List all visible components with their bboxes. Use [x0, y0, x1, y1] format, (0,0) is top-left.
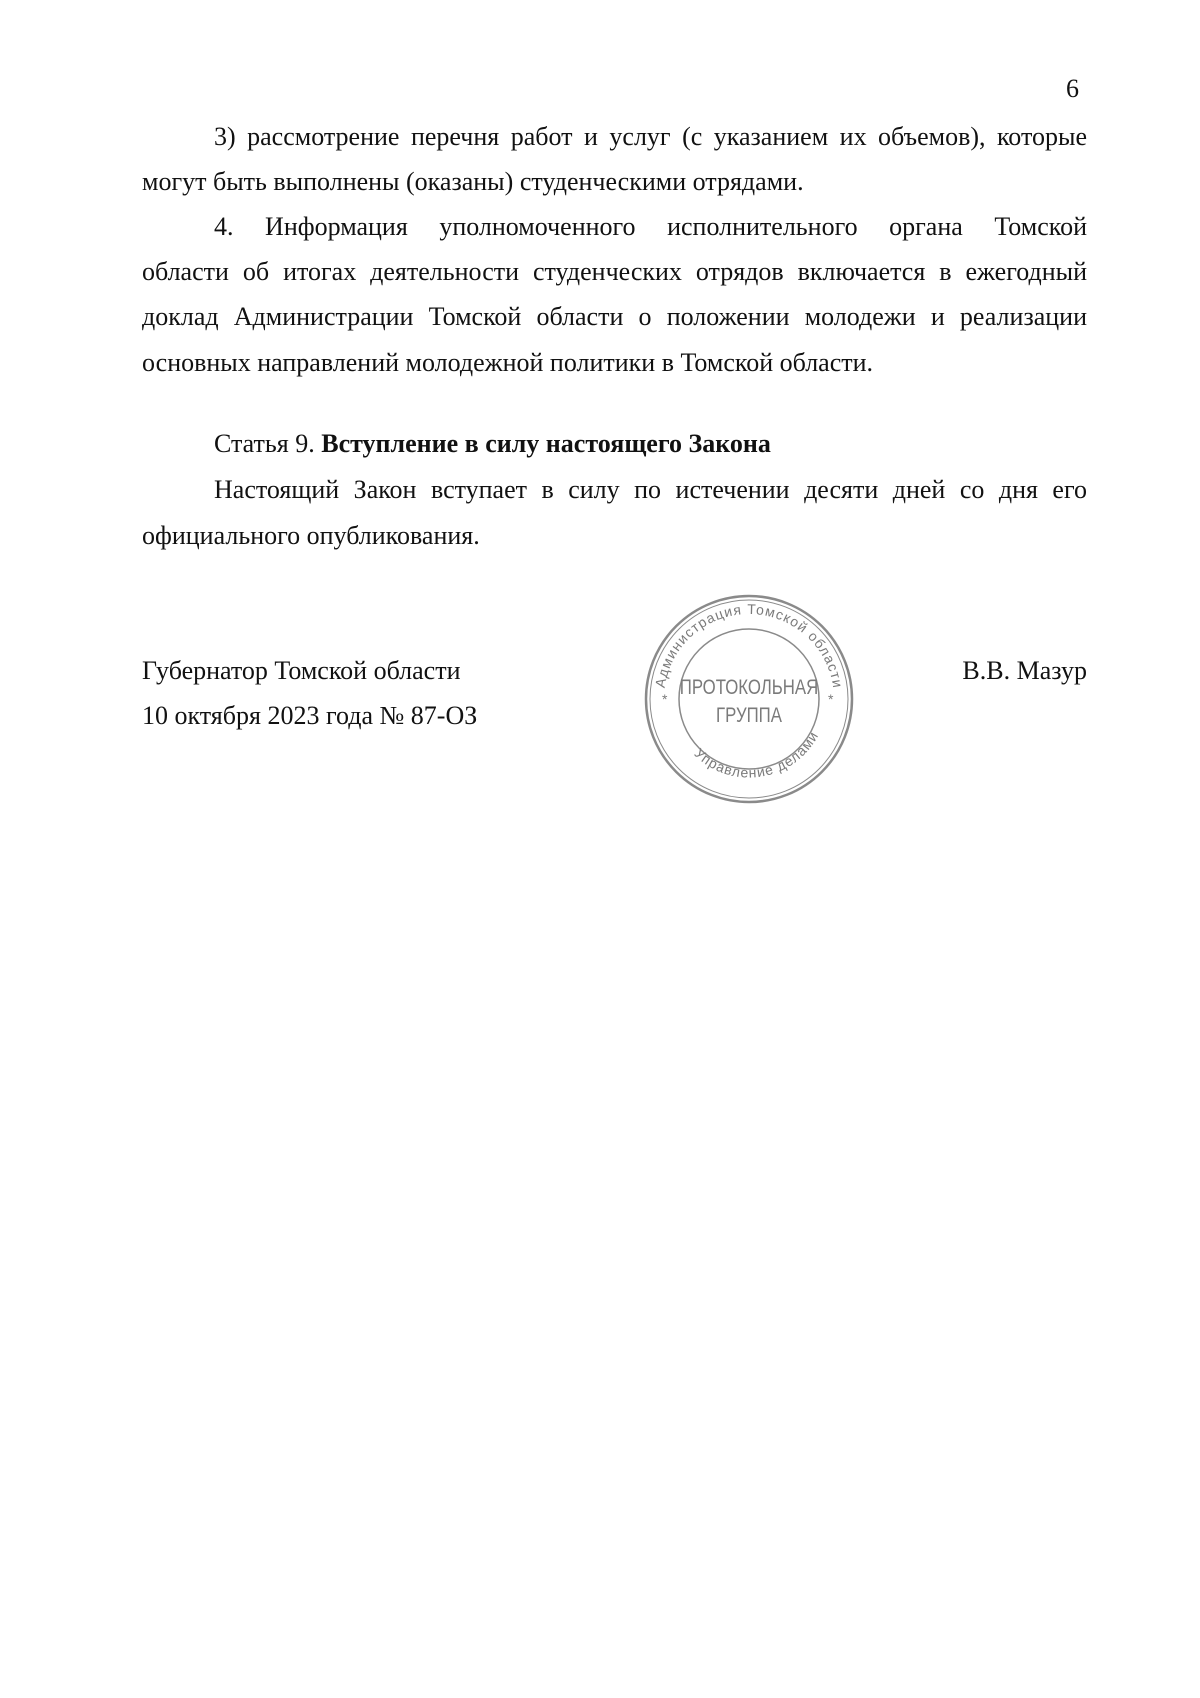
official-stamp	[642, 592, 856, 806]
item3-line2: могут быть выполнены (оказаны) студенческими отрядами.	[142, 167, 804, 196]
svg-text:Управление делами: Управление делами	[691, 728, 822, 781]
article9-heading	[214, 429, 1087, 459]
article9-line1: Настоящий Закон вступает в силу по истечении десяти дней со дня его	[214, 475, 1087, 504]
article9-label: Статья 9.	[214, 429, 315, 458]
article9-line2: официального опубликования.	[142, 521, 480, 550]
svg-text:Администрация Томской области: Администрация Томской области	[651, 600, 847, 690]
law-date-number: 10 октября 2023 года № 87-ОЗ	[142, 701, 478, 730]
signer-name: В.В. Мазур	[962, 656, 1087, 685]
signer-position: Губернатор Томской области	[142, 656, 461, 685]
p4-line4: основных направлений молодежной политики в Томской области.	[142, 348, 874, 377]
svg-text:*: *	[828, 691, 834, 707]
stamp-center-line1: ПРОТОКОЛЬНАЯ	[679, 676, 819, 700]
p4-line3: доклад Администрации Томской области о положении молодежи и реализации	[142, 302, 1087, 331]
svg-text:*: *	[662, 691, 668, 707]
stamp-center-line2: ГРУППА	[716, 704, 782, 728]
article9-title: Вступление в силу настоящего Закона	[321, 429, 771, 458]
page-number: 6	[1066, 74, 1079, 103]
p4-line2: области об итогах деятельности студенческих отрядов включается в ежегодный	[142, 257, 1087, 286]
p4-line1: 4. Информация уполномоченного исполнительного органа Томской	[214, 212, 1087, 241]
item3-line1: 3) рассмотрение перечня работ и услуг (с указанием их объемов), которые	[214, 122, 1087, 151]
